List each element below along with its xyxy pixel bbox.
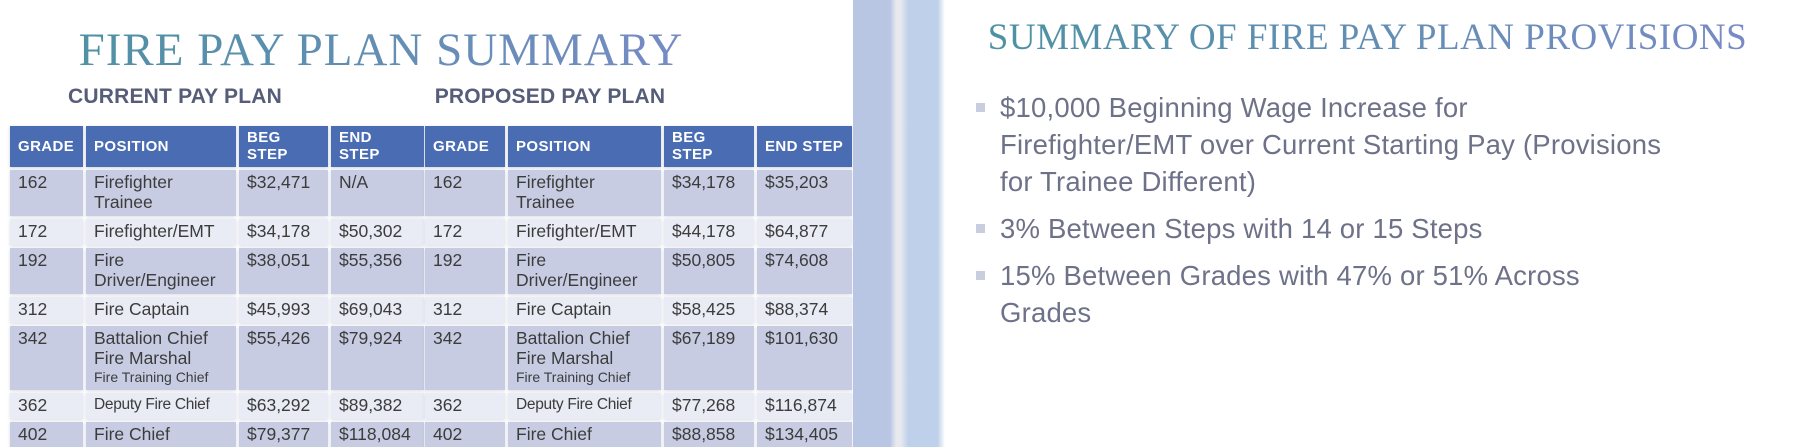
grade-cell: 192 [10,248,83,294]
table-body [10,170,424,447]
position-line: Battalion Chief [516,328,630,348]
table-row [10,248,424,294]
grade-cell: 312 [425,297,505,323]
provision-bullet [974,257,1764,331]
position-cell [508,248,661,294]
position-line: Firefighter [516,172,595,192]
beg-step-cell: $34,178 [239,219,328,245]
table-head [10,126,424,167]
position-cell [86,248,236,294]
provision-line: 15% Between Grades with 47% or 51% Across [1000,259,1580,291]
position-line: Fire Chief [94,424,170,444]
table-row [425,170,852,216]
table-row [425,326,852,390]
beg-step-cell: $38,051 [239,248,328,294]
provisions-list [974,89,1764,331]
grade-cell: 172 [10,219,83,245]
column-header-beg-step: BEG STEP [664,126,754,167]
position-cell [508,393,661,419]
end-step-cell: $118,084 [331,422,424,447]
beg-step-cell: $55,426 [239,326,328,390]
provision-line: Firefighter/EMT over Current Starting Pay (Provisions [1000,128,1662,160]
position-cell [86,170,236,216]
position-line: Fire Marshal [94,348,192,368]
beg-step-cell: $34,178 [664,170,754,216]
position-line: Firefighter/EMT [516,221,637,241]
column-header-position: POSITION [508,126,661,167]
position-line: Trainee [94,192,153,212]
beg-step-cell: $79,377 [239,422,328,447]
table-row [10,326,424,390]
column-header-end-step: END STEP [331,126,424,167]
position-cell [86,297,236,323]
column-header-grade: GRADE [10,126,83,167]
position-line: Driver/Engineer [94,270,216,290]
table-row [425,422,852,447]
beg-step-cell: $45,993 [239,297,328,323]
divider-bands [853,0,945,447]
grade-cell: 402 [425,422,505,447]
table-body [425,170,852,447]
end-step-cell: $134,405 [757,422,852,447]
position-line: Firefighter/EMT [94,221,215,241]
grade-cell: 162 [10,170,83,216]
position-line: Fire Captain [94,299,190,319]
table-row [425,248,852,294]
end-step-cell: $64,877 [757,219,852,245]
position-cell [508,297,661,323]
grade-cell: 192 [425,248,505,294]
grade-cell: 312 [10,297,83,323]
grade-cell: 342 [10,326,83,390]
position-line: Battalion Chief [94,328,208,348]
provisions-panel [941,0,1794,447]
position-cell [508,326,661,390]
position-cell [86,326,236,390]
position-cell [508,422,661,447]
grade-cell: 172 [425,219,505,245]
provision-line: for Trainee Different) [1000,165,1257,197]
table-row [10,297,424,323]
provision-line: 3% Between Steps with 14 or 15 Steps [1000,212,1483,244]
grade-cell: 362 [10,393,83,419]
grade-cell: 342 [425,326,505,390]
beg-step-cell: $44,178 [664,219,754,245]
table-row [425,297,852,323]
position-line: Deputy Fire Chief [516,396,632,413]
current-pay-plan-table [7,123,427,447]
provisions-title: SUMMARY OF FIRE PAY PLAN PROVISIONS [941,18,1794,59]
end-step-cell: $35,203 [757,170,852,216]
grade-cell: 362 [425,393,505,419]
position-line: Fire Training Chief [94,369,209,385]
position-line: Firefighter [94,172,173,192]
proposed-pay-plan-caption: PROPOSED PAY PLAN [434,85,666,108]
end-step-cell: $74,608 [757,248,852,294]
provision-line: $10,000 Beginning Wage Increase for [1000,91,1468,123]
column-header-beg-step: BEG STEP [239,126,328,167]
position-cell [86,422,236,447]
position-line: Fire Training Chief [516,369,631,385]
provision-line: Grades [1000,296,1092,328]
grade-cell: 162 [425,170,505,216]
position-line: Driver/Engineer [516,270,638,290]
beg-step-cell: $77,268 [664,393,754,419]
beg-step-cell: $88,858 [664,422,754,447]
position-line: Fire Chief [516,424,592,444]
end-step-cell: $89,382 [331,393,424,419]
end-step-cell: $55,356 [331,248,424,294]
position-line: Trainee [516,192,575,212]
current-pay-plan-caption: CURRENT PAY PLAN [67,85,282,108]
position-cell [508,170,661,216]
table-row [425,219,852,245]
beg-step-cell: $50,805 [664,248,754,294]
end-step-cell: $50,302 [331,219,424,245]
end-step-cell: $88,374 [757,297,852,323]
beg-step-cell: $32,471 [239,170,328,216]
table-row [10,393,424,419]
end-step-cell: $101,630 [757,326,852,390]
table-row [10,170,424,216]
grade-cell: 402 [10,422,83,447]
end-step-cell: $69,043 [331,297,424,323]
end-step-cell: $79,924 [331,326,424,390]
column-header-position: POSITION [86,126,236,167]
position-line: Fire [94,250,125,270]
table-row [10,219,424,245]
proposed-pay-plan-table [422,123,855,447]
table-header-row [10,126,424,167]
table-header-row [425,126,852,167]
position-cell [508,219,661,245]
position-line: Fire [516,250,547,270]
provision-bullet [974,210,1764,247]
column-header-end-step: END STEP [757,126,852,167]
beg-step-cell: $67,189 [664,326,754,390]
table-row [425,393,852,419]
end-step-cell: $116,874 [757,393,852,419]
end-step-cell: N/A [331,170,424,216]
position-cell [86,219,236,245]
position-line: Fire Captain [516,299,612,319]
provision-bullet [974,89,1764,200]
position-line: Deputy Fire Chief [94,396,210,413]
table-row [10,422,424,447]
beg-step-cell: $58,425 [664,297,754,323]
table-head [425,126,852,167]
page-title: FIRE PAY PLAN SUMMARY [0,26,762,75]
position-cell [86,393,236,419]
column-header-grade: GRADE [425,126,505,167]
position-line: Fire Marshal [516,348,614,368]
beg-step-cell: $63,292 [239,393,328,419]
